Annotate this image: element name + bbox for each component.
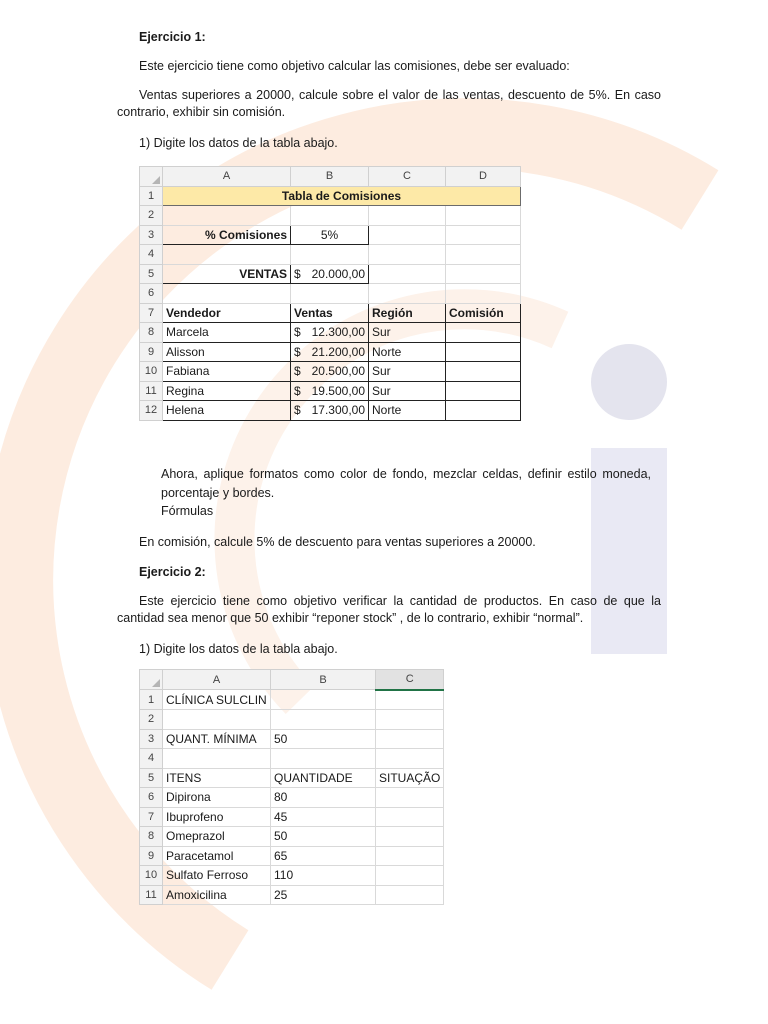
region-cell[interactable]: Norte (369, 342, 446, 362)
quantity-cell[interactable]: 50 (271, 827, 376, 847)
row-header[interactable]: 2 (140, 206, 163, 226)
currency-symbol: $ (294, 364, 301, 379)
row-header[interactable]: 3 (140, 225, 163, 245)
cell[interactable] (369, 225, 446, 245)
cell[interactable] (376, 729, 444, 749)
column-header-selected[interactable]: C (376, 670, 444, 690)
amount: 20.000,00 (311, 266, 365, 281)
exercise-1-rule-line-2: contrario, exhibir sin comisión. (117, 105, 286, 119)
amount: 17.300,00 (311, 403, 365, 418)
percent-label-cell[interactable]: % Comisiones (163, 225, 291, 245)
row-header[interactable]: 12 (140, 401, 163, 421)
cell[interactable] (271, 749, 376, 769)
cell[interactable] (291, 206, 369, 226)
row-header[interactable]: 10 (140, 866, 163, 886)
formulas-label: Fórmulas (161, 504, 214, 518)
column-header[interactable]: D (446, 167, 521, 187)
row-header[interactable]: 4 (140, 245, 163, 265)
cell[interactable] (446, 245, 521, 265)
quantity-cell[interactable]: 45 (271, 807, 376, 827)
min-quantity-label-cell[interactable]: QUANT. MÍNIMA (163, 729, 271, 749)
exercise-2-step-1: 1) Digite los datos de la tabla abajo. (139, 642, 338, 656)
table-row (140, 846, 444, 866)
situation-cell[interactable] (376, 866, 444, 886)
ventas-cell[interactable] (291, 401, 369, 421)
row-header[interactable]: 6 (140, 284, 163, 304)
table-row (140, 827, 444, 847)
exercise-1-step-1: 1) Digite los datos de la tabla abajo. (139, 136, 338, 150)
table-row (140, 362, 521, 382)
percent-value-cell[interactable]: 5% (291, 225, 369, 245)
amount: 21.200,00 (311, 344, 365, 359)
column-header[interactable]: B (291, 167, 369, 187)
comision-cell[interactable] (446, 401, 521, 421)
row-header[interactable]: 7 (140, 807, 163, 827)
vendedor-cell[interactable]: Marcela (163, 323, 291, 343)
table-row (140, 401, 521, 421)
quantity-cell[interactable]: 110 (271, 866, 376, 886)
stock-spreadsheet (139, 669, 444, 905)
row-header[interactable]: 1 (140, 186, 163, 206)
table-row (140, 323, 521, 343)
amount: 20.500,00 (311, 364, 365, 379)
column-header[interactable]: C (369, 167, 446, 187)
cell[interactable] (163, 284, 291, 304)
amount: 12.300,00 (311, 325, 365, 340)
ventas-value-cell[interactable] (291, 264, 369, 284)
currency-symbol: $ (294, 383, 301, 398)
exercise-2-intro-line-2: cantidad sea menor que 50 exhibir “reponer stock” , de lo contrario, exhibir “normal”. (117, 611, 584, 625)
comision-cell[interactable] (446, 342, 521, 362)
exercise-1-rule-line-1: Ventas superiores a 20000, calcule sobre el valor de las ventas, descuento de 5%. En caso (139, 88, 661, 102)
region-cell[interactable]: Norte (369, 401, 446, 421)
cell[interactable] (446, 206, 521, 226)
item-cell[interactable]: Dipirona (163, 788, 271, 808)
cell[interactable] (369, 245, 446, 265)
row-header[interactable]: 9 (140, 846, 163, 866)
item-cell[interactable]: Omeprazol (163, 827, 271, 847)
clinic-name-cell[interactable]: CLÍNICA SULCLIN (163, 690, 271, 710)
row-header[interactable]: 8 (140, 827, 163, 847)
cell[interactable] (446, 225, 521, 245)
cell[interactable] (376, 710, 444, 730)
header-cell-region[interactable]: Región (369, 303, 446, 323)
cell[interactable] (446, 284, 521, 304)
cell[interactable] (369, 284, 446, 304)
row-header[interactable]: 4 (140, 749, 163, 769)
min-quantity-value-cell[interactable]: 50 (271, 729, 376, 749)
header-cell-quantidade[interactable]: QUANTIDADE (271, 768, 376, 788)
region-cell[interactable]: Sur (369, 362, 446, 382)
table-row (140, 885, 444, 905)
row-header[interactable]: 7 (140, 303, 163, 323)
currency-symbol: $ (294, 325, 301, 340)
currency-symbol: $ (294, 266, 301, 281)
cell[interactable] (163, 206, 291, 226)
situation-cell[interactable] (376, 827, 444, 847)
situation-cell[interactable] (376, 788, 444, 808)
cell[interactable] (376, 690, 444, 710)
row-header[interactable]: 5 (140, 264, 163, 284)
header-cell-ventas[interactable]: Ventas (291, 303, 369, 323)
ventas-cell[interactable] (291, 362, 369, 382)
column-header[interactable]: A (163, 167, 291, 187)
table-row (140, 381, 521, 401)
vendedor-cell[interactable]: Regina (163, 381, 291, 401)
amount: 19.500,00 (311, 383, 365, 398)
cell[interactable] (376, 749, 444, 769)
table-title-cell[interactable]: Tabla de Comisiones (163, 186, 521, 206)
commission-instruction: En comisión, calcule 5% de descuento para ventas superiores a 20000. (139, 535, 536, 549)
exercise-1-title: Ejercicio 1: (139, 30, 206, 44)
table-row (140, 807, 444, 827)
select-all-corner[interactable] (140, 670, 163, 690)
table-row (140, 342, 521, 362)
formatting-instructions-line-2: porcentaje y bordes. (161, 486, 275, 500)
vendedor-cell[interactable]: Alisson (163, 342, 291, 362)
ventas-cell[interactable] (291, 381, 369, 401)
header-cell-comision[interactable]: Comisión (446, 303, 521, 323)
cell[interactable] (271, 710, 376, 730)
situation-cell[interactable] (376, 846, 444, 866)
commission-spreadsheet (139, 166, 521, 421)
column-header[interactable]: B (271, 670, 376, 690)
ventas-cell[interactable] (291, 323, 369, 343)
cell[interactable] (163, 710, 271, 730)
quantity-cell[interactable]: 80 (271, 788, 376, 808)
row-header[interactable]: 2 (140, 710, 163, 730)
row-header[interactable]: 8 (140, 323, 163, 343)
ventas-cell[interactable] (291, 342, 369, 362)
exercise-2-title: Ejercicio 2: (139, 565, 206, 579)
row-header[interactable]: 10 (140, 362, 163, 382)
quantity-cell[interactable]: 65 (271, 846, 376, 866)
region-cell[interactable]: Sur (369, 323, 446, 343)
header-cell-situacao[interactable]: SITUAÇÃO (376, 768, 444, 788)
cell[interactable] (369, 206, 446, 226)
currency-symbol: $ (294, 403, 301, 418)
table-row (140, 866, 444, 886)
header-cell-vendedor[interactable]: Vendedor (163, 303, 291, 323)
quantity-cell[interactable]: 25 (271, 885, 376, 905)
situation-cell[interactable] (376, 807, 444, 827)
vendedor-cell[interactable]: Fabiana (163, 362, 291, 382)
ventas-label-cell[interactable]: VENTAS (163, 264, 291, 284)
comision-cell[interactable] (446, 323, 521, 343)
cell[interactable] (163, 245, 291, 265)
column-header[interactable]: A (163, 670, 271, 690)
table-row (140, 788, 444, 808)
cell[interactable] (291, 245, 369, 265)
exercise-2-intro-line-1: Este ejercicio tiene como objetivo verificar la cantidad de productos. En caso de que la (139, 594, 661, 608)
cell[interactable] (271, 690, 376, 710)
cell[interactable] (163, 749, 271, 769)
row-header[interactable]: 6 (140, 788, 163, 808)
row-header[interactable]: 1 (140, 690, 163, 710)
row-header[interactable]: 11 (140, 885, 163, 905)
item-cell[interactable]: Paracetamol (163, 846, 271, 866)
situation-cell[interactable] (376, 885, 444, 905)
row-header[interactable]: 5 (140, 768, 163, 788)
header-cell-itens[interactable]: ITENS (163, 768, 271, 788)
formatting-instructions-line-1: Ahora, aplique formatos como color de fondo, mezclar celdas, definir estilo moneda, (161, 467, 651, 481)
cell[interactable] (446, 264, 521, 284)
item-cell[interactable]: Amoxicilina (163, 885, 271, 905)
comision-cell[interactable] (446, 381, 521, 401)
row-header[interactable]: 9 (140, 342, 163, 362)
vendedor-cell[interactable]: Helena (163, 401, 291, 421)
currency-symbol: $ (294, 344, 301, 359)
cell[interactable] (369, 264, 446, 284)
row-header[interactable]: 3 (140, 729, 163, 749)
row-header[interactable]: 11 (140, 381, 163, 401)
cell[interactable] (291, 284, 369, 304)
item-cell[interactable]: Sulfato Ferroso (163, 866, 271, 886)
comision-cell[interactable] (446, 362, 521, 382)
region-cell[interactable]: Sur (369, 381, 446, 401)
select-all-corner[interactable] (140, 167, 163, 187)
item-cell[interactable]: Ibuprofeno (163, 807, 271, 827)
exercise-1-intro: Este ejercicio tiene como objetivo calcular las comisiones, debe ser evaluado: (139, 59, 570, 73)
